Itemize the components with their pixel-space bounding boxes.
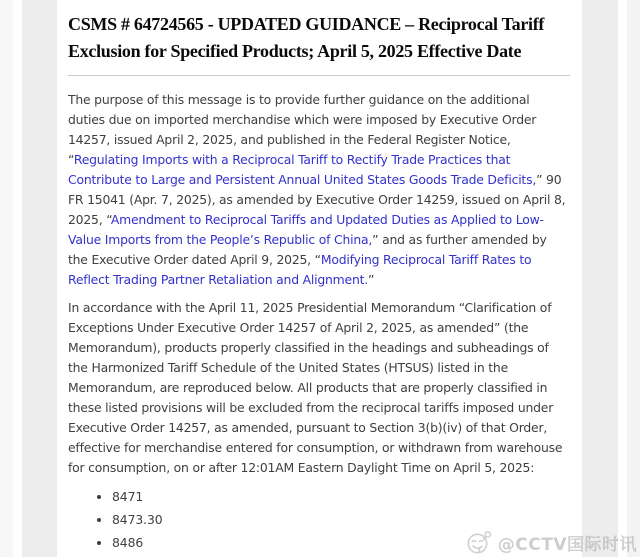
left-outer-margin-band: [0, 0, 13, 557]
right-outer-margin-band: [627, 0, 640, 557]
document-content: [68, 0, 570, 555]
hts-code-item: • 8471: [112, 486, 570, 507]
text-segment: ”: [368, 272, 375, 287]
hts-code-item: • 8486: [112, 532, 570, 553]
text-segment: The purpose of this message is to provide further guidance on the additional duties due on imported merchandise which were imposed by Executive Order 14257, issued April 2, 2025, and published in the Federal Register Notice, “: [68, 92, 537, 167]
hts-code-item: • 8473.30: [112, 509, 570, 530]
federal-register-link[interactable]: Regulating Imports with a Reciprocal Tariff to Rectify Trade Practices that Contribute to Large and Persistent Annual United States Goods Trade Deficits,: [68, 152, 537, 187]
page-title: CSMS # 64724565 - UPDATED GUIDANCE – Reciprocal Tariff Exclusion for Specified Products; April 5, 2025 Effective Date: [68, 14, 545, 61]
watermark: [466, 529, 637, 555]
winking-face-icon: [466, 529, 493, 555]
right-margin-band: [582, 0, 618, 557]
left-margin-band: [22, 0, 57, 557]
watermark-text: @CCTV国际时讯: [497, 534, 637, 555]
text-segment: ” 90 FR 15041 (Apr. 7, 2025), as amended by Executive Order 14259, issued on April 8, 2025, “: [68, 172, 566, 227]
federal-register-link[interactable]: Modifying Reciprocal Tariff Rates to Reflect Trading Partner Retaliation and Alignment.: [68, 252, 532, 287]
header-divider: [68, 75, 570, 76]
federal-register-link[interactable]: Amendment to Reciprocal Tariffs and Updated Duties as Applied to Low-Value Imports from the People’s Republic of China,: [68, 212, 544, 247]
text-segment: ” and as further amended by the Executive Order dated April 9, 2025, “: [68, 232, 547, 267]
intro-paragraph: [68, 90, 570, 290]
memorandum-paragraph: In accordance with the April 11, 2025 Presidential Memorandum “Clarification of Exceptions Under Executive Order 14257 of April 2, 2025, as amended” (the Memorandum), products properly classified in the headings and subheadings of the Harmonized Tariff Schedule of the United States (HTSUS) listed in the Memorandum, are reproduced below. All products that are properly classified in these listed provisions will be excluded from the reciprocal tariffs imposed under Executive Order 14257, as amended, pursuant to Section 3(b)(iv) of that Order, effective for merchandise entered for consumption, or withdrawn from warehouse for consumption, on or after 12:01AM Eastern Daylight Time on April 5, 2025:: [68, 300, 563, 475]
